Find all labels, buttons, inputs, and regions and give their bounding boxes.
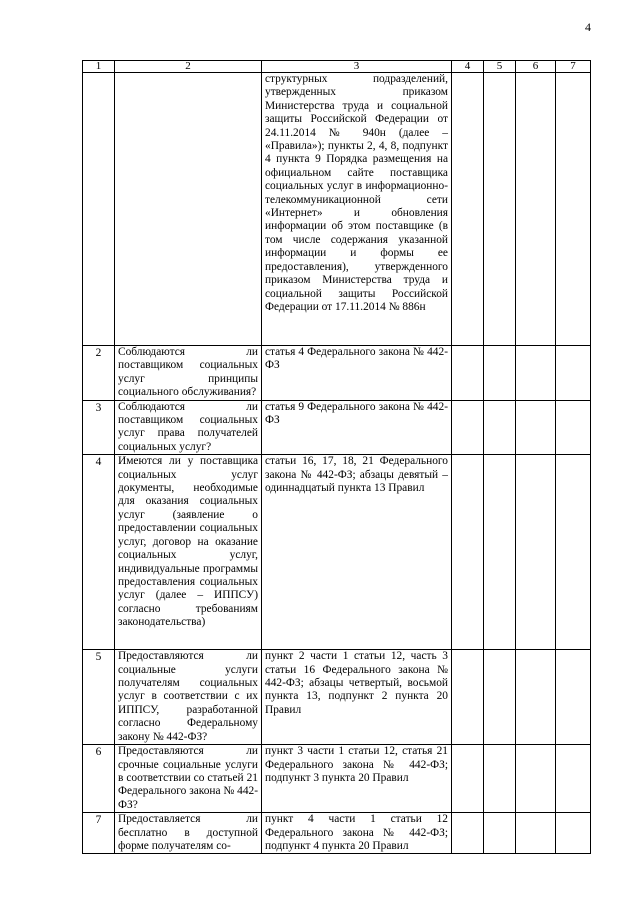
row-col-5	[484, 813, 516, 854]
row-reference: статья 4 Федерального закона № 442-ФЗ	[262, 346, 452, 401]
row-col-5	[484, 455, 516, 650]
row-col-6	[516, 745, 556, 813]
row-col-7	[556, 650, 591, 745]
table-row	[83, 813, 591, 854]
row-number: 4	[83, 455, 115, 650]
row-col-7	[556, 73, 591, 346]
row-col-4	[452, 400, 484, 455]
row-col-7	[556, 400, 591, 455]
row-number	[83, 73, 115, 346]
row-number: 5	[83, 650, 115, 745]
row-question: Соблюдаются ли поставщиком социальных услуг принципы социального обслуживания?	[115, 346, 262, 401]
row-col-5	[484, 650, 516, 745]
row-col-4	[452, 73, 484, 346]
inspection-checklist-table	[82, 60, 591, 854]
table-row	[83, 346, 591, 401]
row-reference: статья 9 Федерального закона № 442-ФЗ	[262, 400, 452, 455]
header-col-2: 2	[115, 61, 262, 73]
header-col-5: 5	[484, 61, 516, 73]
table-row	[83, 455, 591, 650]
row-reference: структурных подразделений, утвержденных приказом Министерства труда и социальной защиты Российской Федерации от 24.11.2014 № 940н (далее – «Правила»); пункты 2, 4, 8, подпункт 4 пункта 9 Порядка размещения на официальном сайте поставщика социальных услуг в информационно-телекоммуникационной сети «Интернет» и обновления информации об этом поставщике (в том числе содержания указанной информации и формы ее предоставления), утвержденного приказом Министерства труда и социальной защиты Российской Федерации от 17.11.2014 № 886н	[262, 73, 452, 346]
row-question: Предоставляются ли социальные услуги получателям социальных услуг в соответствии с их ИППСУ, разработанной согласно Федеральному закону № 442-ФЗ?	[115, 650, 262, 745]
row-reference: пункт 2 части 1 статьи 12, часть 3 статьи 16 Федерального закона № 442-ФЗ; абзацы четвертый, восьмой пункта 13, подпункт 2 пункта 20 Правил	[262, 650, 452, 745]
table-row	[83, 400, 591, 455]
row-col-6	[516, 650, 556, 745]
row-reference: пункт 3 части 1 статьи 12, статья 21 Федерального закона № 442-ФЗ; подпункт 3 пункта 20 Правил	[262, 745, 452, 813]
row-reference: пункт 4 части 1 статьи 12 Федерального закона № 442-ФЗ; подпункт 4 пункта 20 Правил	[262, 813, 452, 854]
row-col-5	[484, 745, 516, 813]
row-col-6	[516, 73, 556, 346]
header-col-7: 7	[556, 61, 591, 73]
row-col-6	[516, 455, 556, 650]
table-row	[83, 73, 591, 346]
row-col-4	[452, 346, 484, 401]
row-number: 3	[83, 400, 115, 455]
row-col-7	[556, 745, 591, 813]
row-col-4	[452, 813, 484, 854]
page-number: 4	[585, 20, 591, 34]
header-col-4: 4	[452, 61, 484, 73]
row-col-4	[452, 650, 484, 745]
row-question: Предоставляются ли срочные социальные услуги в соответствии со статьей 21 Федерального закона № 442-ФЗ?	[115, 745, 262, 813]
row-col-7	[556, 455, 591, 650]
table-row	[83, 745, 591, 813]
row-col-4	[452, 745, 484, 813]
row-col-4	[452, 455, 484, 650]
row-col-6	[516, 813, 556, 854]
row-question: Имеются ли у поставщика социальных услуг документы, необходимые для оказания социальных услуг (заявление о предоставлении социальных услуг, договор на оказание социальных услуг, индивидуальные программы предоставления социальных услуг (далее – ИППСУ) согласно требованиям законодательства)	[115, 455, 262, 650]
row-col-7	[556, 346, 591, 401]
row-col-5	[484, 346, 516, 401]
row-number: 6	[83, 745, 115, 813]
header-col-6: 6	[516, 61, 556, 73]
row-col-5	[484, 73, 516, 346]
row-col-6	[516, 346, 556, 401]
row-reference: статьи 16, 17, 18, 21 Федерального закона № 442-ФЗ; абзацы девятый – одиннадцатый пункта 13 Правил	[262, 455, 452, 650]
row-number: 2	[83, 346, 115, 401]
table-row	[83, 650, 591, 745]
row-question	[115, 73, 262, 346]
row-question: Предоставляется ли бесплатно в доступной форме получателям со-	[115, 813, 262, 854]
row-col-5	[484, 400, 516, 455]
row-col-7	[556, 813, 591, 854]
header-col-3: 3	[262, 61, 452, 73]
row-number: 7	[83, 813, 115, 854]
row-question: Соблюдаются ли поставщиком социальных услуг права получателей социальных услуг?	[115, 400, 262, 455]
row-col-6	[516, 400, 556, 455]
header-row	[83, 61, 591, 73]
header-col-1: 1	[83, 61, 115, 73]
